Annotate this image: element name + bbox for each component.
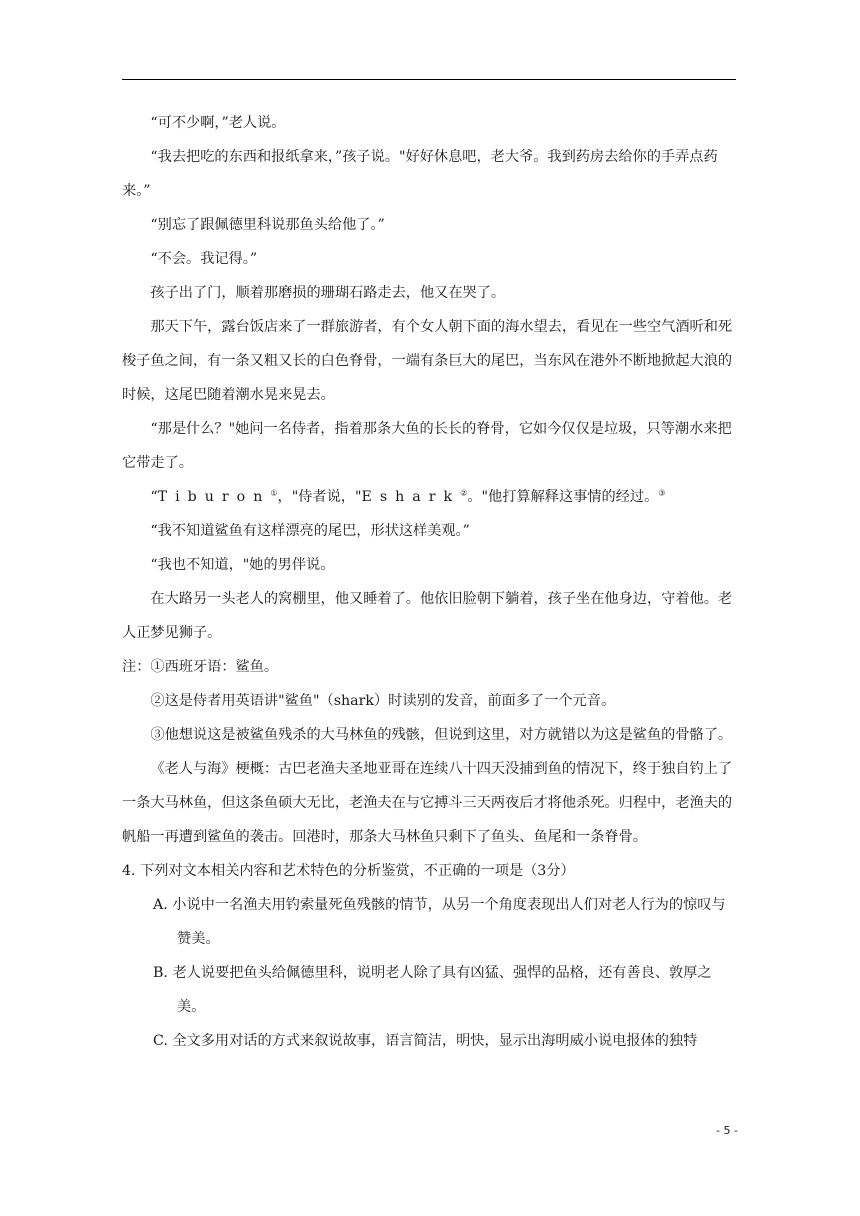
paragraph: 孩子出了门，顺着那磨损的珊瑚石路走去，他又在哭了。 [150, 285, 506, 301]
dialogue-text: 。"他打算解释这事情的经过。 [467, 489, 659, 505]
header-rule [122, 79, 736, 80]
paragraph: 那天下午，露台饭店来了一群旅游者，有个女人朝下面的海水望去，看见在一些空气酒听和死梭子鱼之间，有一条又粗又长的白色脊骨，一端有条巨大的尾巴，当东风在港外不断地掀起大浪的时候，这尾巴随着潮水晃来晃去。 [122, 319, 733, 403]
answer-option-b: B. 老人说要把鱼头给佩德里科，说明老人除了具有凶猛、强悍的品格，还有善良、敦厚之美。 [153, 965, 712, 1015]
footnote: 注：①西班牙语：鲨鱼。 [122, 659, 279, 675]
quote-mark: “ [150, 489, 158, 505]
summary-paragraph: 《老人与海》梗概：古巴老渔夫圣地亚哥在连续八十四天没捕到鱼的情况下，终于独自钓上了一条大马林鱼，但这条鱼硕大无比，老渔夫在与它搏斗三天两夜后才将他杀死。归程中，老渔夫的帆船一再遭到鲨鱼的袭击。回港时，那条大马林鱼只剩下了鱼头、鱼尾和一条脊骨。 [122, 761, 733, 845]
paragraph: “别忘了跟佩德里科说那鱼头给他了。” [150, 217, 385, 233]
footnote: ②这是侍者用英语讲"鲨鱼"（shark）时读别的发音，前面多了一个元音。 [150, 693, 616, 709]
answer-option-c: C. 全文多用对话的方式来叙说故事，语言简洁，明快，显示出海明威小说电报体的独特 [153, 1033, 698, 1049]
page-number: - 5 - [716, 1124, 738, 1137]
paragraph: “那是什么？"她问一名侍者，指着那条大鱼的长长的脊骨，它如今仅仅是垃圾，只等潮水来把它带走了。 [122, 421, 732, 471]
paragraph: “我不知道鲨鱼有这样漂亮的尾巴，形状这样美观。” [150, 523, 470, 539]
paragraph: “可不少啊，”老人说。 [150, 115, 286, 131]
footnote-marker: ① [270, 488, 278, 498]
footnote: ③他想说这是被鲨鱼残杀的大马林鱼的残骸，但说到这里，对方就错以为这是鲨鱼的骨骼了。 [150, 727, 733, 743]
paragraph: 在大路另一头老人的窝棚里，他又睡着了。他依旧脸朝下躺着，孩子坐在他身边，守着他。老人正梦见狮子。 [122, 591, 733, 641]
dialogue-text: ，"侍者说，" [277, 489, 362, 505]
question-stem: 4. 下列对文本相关内容和艺术特色的分析鉴赏，不正确的一项是（3分） [122, 863, 575, 879]
footnote-marker: ③ [658, 488, 666, 498]
foreign-word: Eshark [361, 489, 461, 505]
paragraph: “我也不知道，"她的男伴说。 [150, 557, 335, 573]
document-body [122, 106, 738, 1058]
paragraph: “我去把吃的东西和报纸拿来，”孩子说。"好好休息吧，老大爷。我到药房去给你的手弄点药来。” [122, 149, 718, 199]
tiburon-paragraph [122, 480, 738, 514]
paragraph: “不会。我记得。” [150, 251, 258, 267]
foreign-word: Tiburon [157, 489, 271, 505]
footnote-marker: ② [460, 488, 468, 498]
answer-option-a: A. 小说中一名渔夫用钓索量死鱼残骸的情节，从另一个角度表现出人们对老人行为的惊叹与赞美。 [153, 897, 726, 947]
